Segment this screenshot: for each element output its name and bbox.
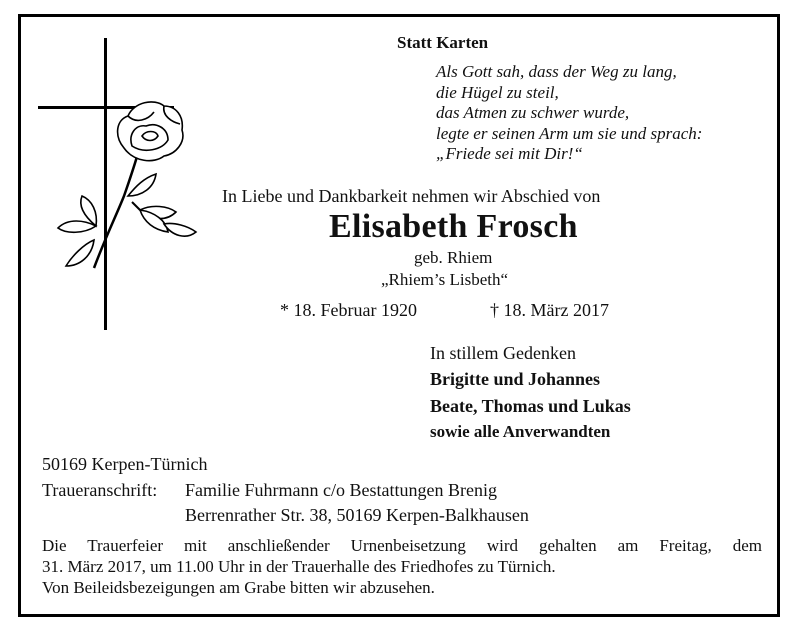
service-info-line: Die Trauerfeier mit anschließender Urnenbeisetzung wird gehalten am Freitag, dem: [42, 536, 762, 555]
mourner-name: Brigitte und Johannes: [430, 369, 601, 389]
address-label: Traueranschrift:: [42, 480, 158, 500]
poem: [436, 62, 702, 165]
farewell-intro: In Liebe und Dankbarkeit nehmen wir Abschied von: [222, 186, 601, 206]
nickname: „Rhiem’s Lisbeth“: [381, 270, 509, 289]
address-line: Familie Fuhrmann c/o Bestattungen Brenig: [185, 480, 497, 500]
place: 50169 Kerpen-Türnich: [42, 454, 208, 474]
birth-name: geb. Rhiem: [414, 248, 493, 267]
poem-line: legte er seinen Arm um sie und sprach:: [436, 123, 703, 143]
poem-line: das Atmen zu schwer wurde,: [436, 103, 630, 122]
poem-line: Als Gott sah, dass der Weg zu lang,: [436, 62, 677, 81]
address-line: Berrenrather Str. 38, 50169 Kerpen-Balkhausen: [185, 505, 529, 525]
service-info-line: 31. März 2017, um 11.00 Uhr in der Trauerhalle des Friedhofes zu Türnich.: [42, 557, 556, 576]
statt-karten-heading: Statt Karten: [397, 33, 489, 52]
poem-line: „Friede sei mit Dir!“: [436, 144, 583, 163]
death-date: † 18. März 2017: [490, 300, 609, 320]
mourner-name: sowie alle Anverwandten: [430, 422, 611, 441]
birth-date: * 18. Februar 1920: [280, 300, 417, 320]
cross-rose-illustration: [36, 36, 206, 336]
mourner-name: Beate, Thomas und Lukas: [430, 396, 631, 416]
mourners-intro: In stillem Gedenken: [430, 343, 576, 363]
rose-icon: [58, 102, 196, 268]
condolence-note: Von Beileidsbezeigungen am Grabe bitten wir abzusehen.: [42, 578, 435, 597]
deceased-name: Elisabeth Frosch: [329, 208, 578, 245]
poem-line: die Hügel zu steil,: [436, 82, 559, 102]
cross-icon: [38, 38, 174, 330]
